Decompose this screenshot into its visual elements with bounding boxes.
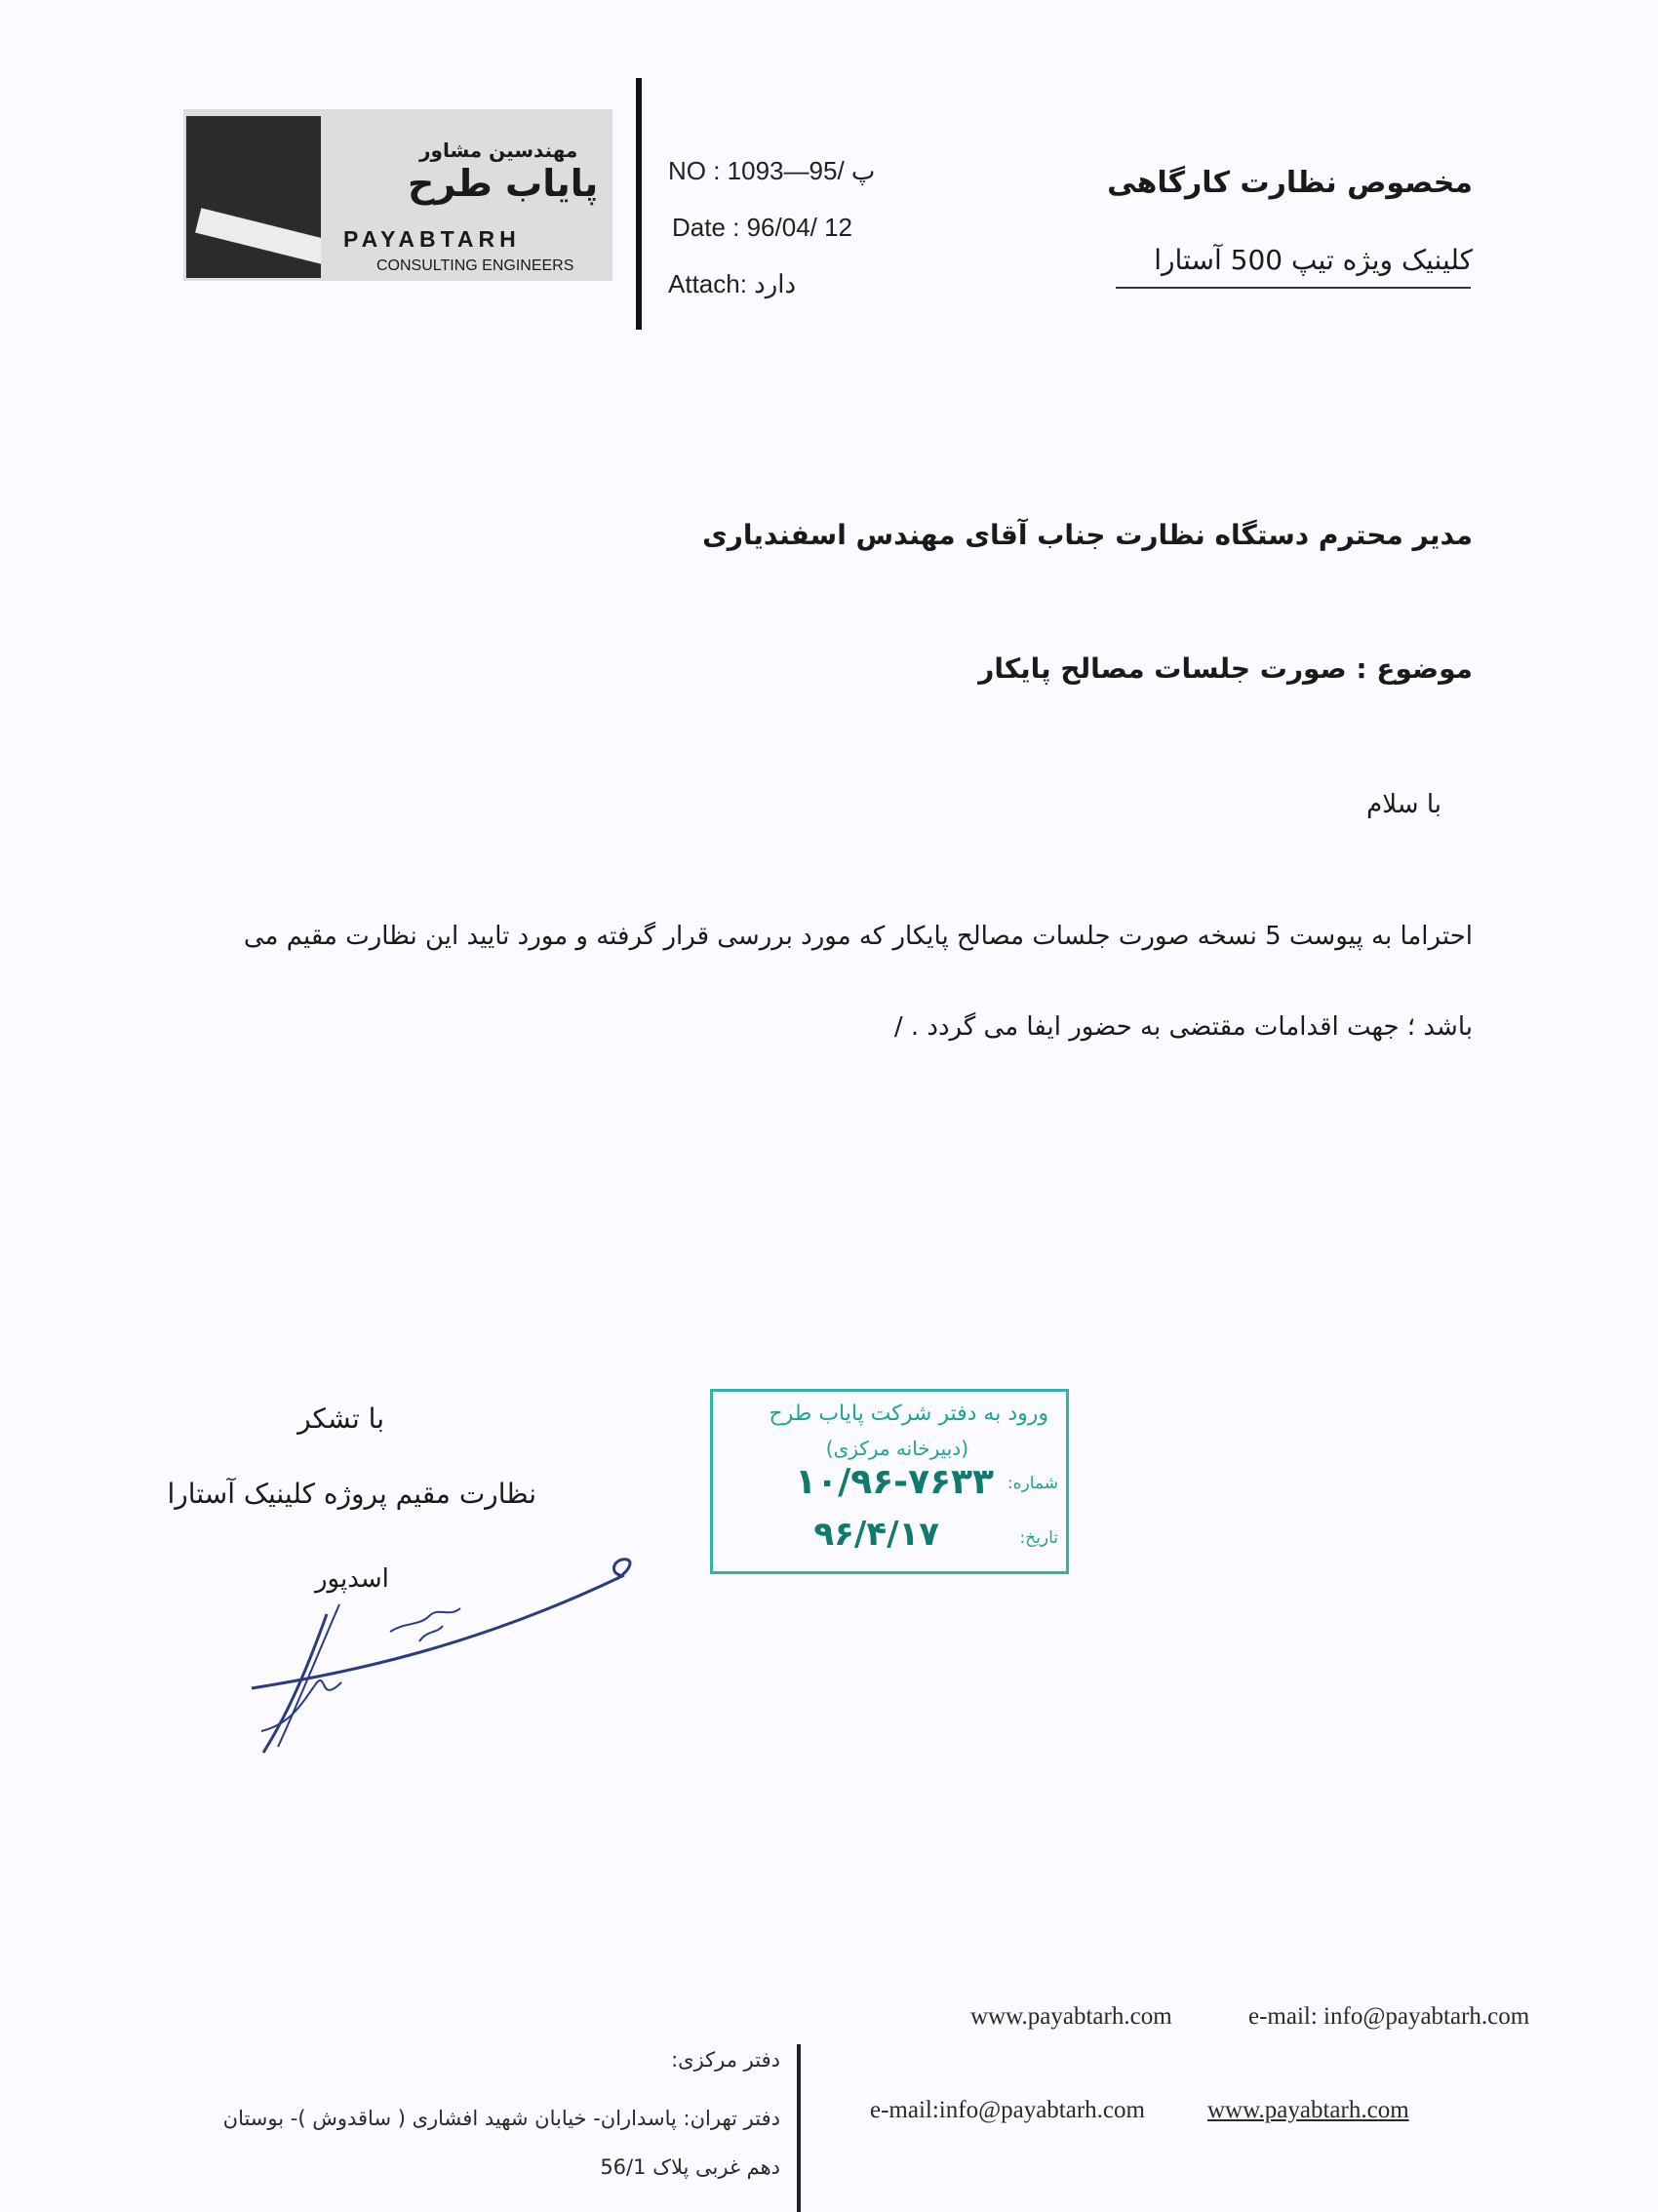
footer-website[interactable]: www.payabtarh.com (970, 2003, 1172, 2030)
letter-number: NO : پ /95—1093 (668, 156, 876, 185)
footer-office-label: دفتر مرکزی: (671, 2048, 780, 2072)
recipient-line: مدیر محترم دستگاه نظارت جناب آقای مهندس اسفندیاری (702, 519, 1473, 551)
stamp-date-label: تاریخ: (1019, 1528, 1058, 1548)
stamp-title: ورود به دفتر شرکت پایاب طرح (769, 1402, 1048, 1426)
header-divider (636, 78, 642, 330)
signer-name: اسدپور (315, 1564, 389, 1594)
header-title: مخصوص نظارت کارگاهی (1107, 166, 1473, 200)
logo-mark-icon (186, 116, 321, 278)
stamp-subtitle: (دبیرخانه مرکزی) (825, 1437, 968, 1460)
footer-email[interactable]: e-mail: info@payabtarh.com (1248, 2003, 1530, 2030)
signatory-title: نظارت مقیم پروژه کلینیک آستارا (167, 1478, 536, 1510)
body-paragraph-line-2: باشد ؛ جهت اقدامات مقتضی به حضور ایفا می گردد . / (893, 1012, 1473, 1042)
stamp-number: ۱۰/۹۶-۷۶۳۳ (795, 1462, 994, 1502)
subject-line: موضوع : صورت جلسات مصالح پایکار (978, 652, 1473, 685)
header-underline (1116, 287, 1471, 289)
footer-email-secondary[interactable]: e-mail:info@payabtarh.com (870, 2097, 1145, 2123)
footer-address-line-2: دهم غربی پلاک 56/1 (600, 2155, 780, 2179)
footer-website-link[interactable]: www.payabtarh.com (1207, 2097, 1409, 2123)
letter-date: Date : 96/04/ 12 (672, 213, 853, 242)
logo-persian-name: پایاب طرح (408, 162, 599, 205)
closing-line: با تشکر (297, 1402, 384, 1435)
body-paragraph-line-1: احتراما به پیوست 5 نسخه صورت جلسات مصالح پایکار که مورد بررسی قرار گرفته و مورد تایید این نظارت مقیم می (243, 922, 1473, 951)
header-subtitle: کلینیک ویژه تیپ 500 آستارا (1154, 244, 1473, 276)
logo-english-subtitle: CONSULTING ENGINEERS (376, 257, 574, 274)
logo-english-name: PAYABTARH (343, 226, 521, 252)
greeting: با سلام (1366, 790, 1441, 819)
stamp-number-label: شماره: (1007, 1474, 1058, 1493)
stamp-date: ۹۶/۴/۱۷ (813, 1515, 939, 1554)
handwritten-signature-icon (234, 1536, 644, 1770)
letter-attachment: Attach: دارد (668, 269, 797, 298)
registry-stamp (710, 1389, 1069, 1574)
logo-persian-tagline: مهندسین مشاور (419, 138, 578, 162)
footer-address-line-1: دفتر تهران: پاسداران- خیابان شهید افشاری ( ساقدوش )- بوستان (222, 2107, 780, 2130)
footer-divider (797, 2044, 801, 2212)
